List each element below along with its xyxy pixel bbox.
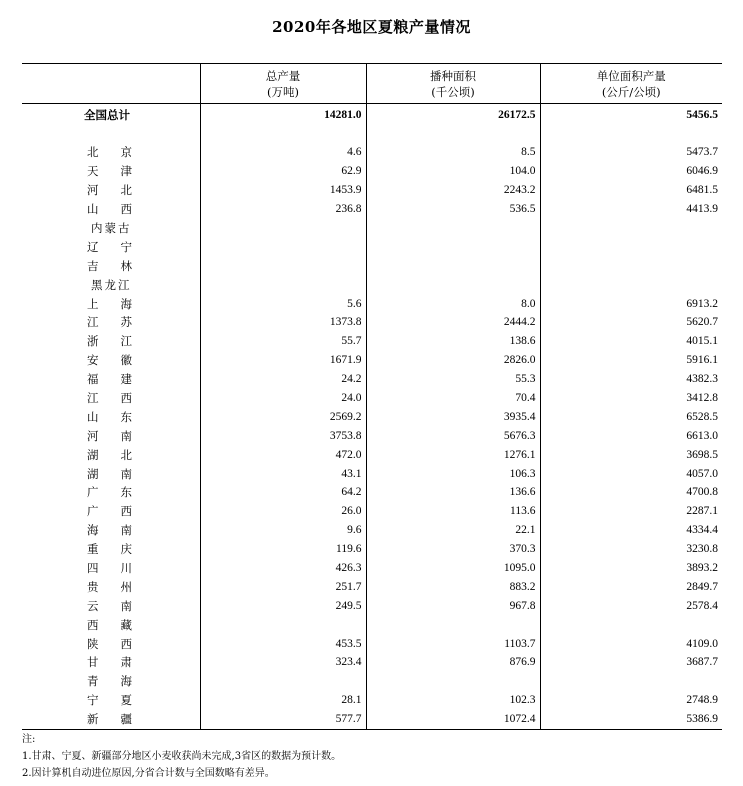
header-output	[200, 64, 366, 104]
output-cell: 3753.8	[200, 426, 366, 445]
region-name: 浙江	[87, 334, 154, 349]
region-cell	[22, 691, 200, 710]
yield-cell: 6913.2	[540, 294, 722, 313]
output-cell: 28.1	[200, 691, 366, 710]
region-name: 黑龙江	[91, 277, 132, 292]
total-label: 全国总计	[84, 108, 130, 122]
region-cell	[22, 653, 200, 672]
header-output-label: 总产量	[265, 68, 301, 83]
table-row	[22, 200, 722, 219]
region-name: 辽宁	[87, 239, 154, 254]
table-row	[22, 521, 722, 540]
total-yield: 5456.5	[540, 104, 722, 127]
output-cell: 249.5	[200, 596, 366, 615]
region-name: 山西	[87, 202, 154, 217]
region-name: 重庆	[87, 542, 154, 557]
region-name: 江西	[87, 391, 154, 406]
yield-cell	[540, 256, 722, 275]
table-row	[22, 559, 722, 578]
region-cell	[22, 181, 200, 200]
total-area: 26172.5	[366, 104, 540, 127]
output-cell: 4.6	[200, 143, 366, 162]
yield-cell: 3698.5	[540, 445, 722, 464]
output-cell: 9.6	[200, 521, 366, 540]
region-cell	[22, 483, 200, 502]
region-name: 陕西	[87, 636, 154, 651]
table-row	[22, 294, 722, 313]
total-row	[22, 104, 722, 127]
region-cell	[22, 407, 200, 426]
area-cell: 113.6	[366, 502, 540, 521]
area-cell: 1276.1	[366, 445, 540, 464]
area-cell: 2444.2	[366, 313, 540, 332]
yield-cell: 2849.7	[540, 577, 722, 596]
header-area-label: 播种面积	[430, 68, 476, 83]
yield-cell: 4057.0	[540, 464, 722, 483]
area-cell: 22.1	[366, 521, 540, 540]
region-cell	[22, 162, 200, 181]
output-cell	[200, 615, 366, 634]
region-cell	[22, 559, 200, 578]
region-cell	[22, 237, 200, 256]
area-cell: 876.9	[366, 653, 540, 672]
output-cell: 472.0	[200, 445, 366, 464]
header-area-unit: (千公顷)	[431, 84, 475, 99]
yield-cell: 3230.8	[540, 540, 722, 559]
yield-cell: 4413.9	[540, 200, 722, 219]
table-row	[22, 426, 722, 445]
output-cell: 577.7	[200, 710, 366, 729]
table-row	[22, 237, 722, 256]
region-name: 福建	[87, 372, 154, 387]
table-row	[22, 351, 722, 370]
header-row	[22, 64, 722, 104]
table-row	[22, 181, 722, 200]
region-cell	[22, 256, 200, 275]
area-cell: 104.0	[366, 162, 540, 181]
output-cell: 26.0	[200, 502, 366, 521]
region-name: 新疆	[87, 712, 154, 727]
yield-cell	[540, 237, 722, 256]
area-cell: 55.3	[366, 370, 540, 389]
yield-cell: 6613.0	[540, 426, 722, 445]
area-cell: 70.4	[366, 389, 540, 408]
region-name: 北京	[87, 145, 154, 160]
yield-cell: 3687.7	[540, 653, 722, 672]
area-cell: 1072.4	[366, 710, 540, 729]
output-cell: 1671.9	[200, 351, 366, 370]
region-name: 广西	[87, 504, 154, 519]
table-row	[22, 407, 722, 426]
area-cell: 1103.7	[366, 634, 540, 653]
header-area	[366, 64, 540, 104]
area-cell	[366, 672, 540, 691]
table-row	[22, 483, 722, 502]
output-cell: 323.4	[200, 653, 366, 672]
region-name: 四川	[87, 561, 154, 576]
output-cell	[200, 672, 366, 691]
output-cell: 453.5	[200, 634, 366, 653]
yield-cell: 5916.1	[540, 351, 722, 370]
area-cell: 2243.2	[366, 181, 540, 200]
region-name: 上海	[87, 296, 154, 311]
notes-heading: 注:	[22, 734, 36, 745]
output-cell: 1453.9	[200, 181, 366, 200]
region-cell	[22, 143, 200, 162]
yield-cell: 4109.0	[540, 634, 722, 653]
region-cell	[22, 332, 200, 351]
region-name: 云南	[87, 598, 154, 613]
table-row	[22, 256, 722, 275]
header-output-unit: (万吨)	[267, 84, 299, 99]
area-cell	[366, 256, 540, 275]
summer-grain-table	[22, 63, 722, 730]
yield-cell: 4382.3	[540, 370, 722, 389]
output-cell: 251.7	[200, 577, 366, 596]
region-cell	[22, 615, 200, 634]
region-name: 湖北	[87, 447, 154, 462]
table-row	[22, 162, 722, 181]
region-cell	[22, 672, 200, 691]
total-output: 14281.0	[200, 104, 366, 127]
region-name: 甘肃	[87, 655, 154, 670]
region-name: 内蒙古	[91, 221, 132, 235]
area-cell: 1095.0	[366, 559, 540, 578]
note-2: 2.因计算机自动进位原因,分省合计数与全国数略有差异。	[22, 768, 275, 779]
region-cell	[22, 445, 200, 464]
area-cell: 883.2	[366, 577, 540, 596]
region-cell	[22, 219, 200, 238]
area-cell: 138.6	[366, 332, 540, 351]
table-row	[22, 540, 722, 559]
yield-cell: 4334.4	[540, 521, 722, 540]
header-region	[22, 64, 200, 104]
yield-cell: 6528.5	[540, 407, 722, 426]
region-name: 广东	[87, 485, 154, 500]
area-cell: 8.0	[366, 294, 540, 313]
header-yield-label: 单位面积产量	[596, 68, 666, 83]
output-cell: 2569.2	[200, 407, 366, 426]
area-cell: 8.5	[366, 143, 540, 162]
region-cell	[22, 502, 200, 521]
area-cell: 967.8	[366, 596, 540, 615]
area-cell: 5676.3	[366, 426, 540, 445]
region-name: 青海	[87, 674, 154, 689]
region-cell	[22, 294, 200, 313]
table-row	[22, 219, 722, 238]
table-row	[22, 332, 722, 351]
area-cell	[366, 275, 540, 294]
footnotes	[22, 731, 341, 782]
table-row	[22, 710, 722, 729]
table-row	[22, 691, 722, 710]
region-cell	[22, 426, 200, 445]
output-cell: 24.2	[200, 370, 366, 389]
output-cell: 426.3	[200, 559, 366, 578]
area-cell	[366, 615, 540, 634]
area-cell: 370.3	[366, 540, 540, 559]
region-name: 海南	[87, 523, 154, 538]
yield-cell: 3893.2	[540, 559, 722, 578]
table-row	[22, 502, 722, 521]
output-cell: 24.0	[200, 389, 366, 408]
region-cell	[22, 200, 200, 219]
output-cell: 236.8	[200, 200, 366, 219]
yield-cell: 2748.9	[540, 691, 722, 710]
yield-cell: 5386.9	[540, 710, 722, 729]
table-row	[22, 653, 722, 672]
note-1: 1.甘肃、宁夏、新疆部分地区小麦收获尚未完成,3省区的数据为预计数。	[22, 751, 342, 762]
output-cell: 62.9	[200, 162, 366, 181]
region-name: 宁夏	[87, 693, 154, 708]
region-name: 天津	[87, 164, 154, 179]
output-cell: 64.2	[200, 483, 366, 502]
table-title: 2020年各地区夏粮产量情况	[272, 18, 471, 36]
yield-cell	[540, 275, 722, 294]
table-row	[22, 615, 722, 634]
region-cell	[22, 464, 200, 483]
region-name: 山东	[87, 409, 154, 424]
table-row	[22, 370, 722, 389]
region-name: 安徽	[87, 353, 154, 368]
output-cell: 119.6	[200, 540, 366, 559]
region-name: 河北	[87, 183, 154, 198]
yield-cell: 5473.7	[540, 143, 722, 162]
region-name: 吉林	[87, 258, 154, 273]
table-row	[22, 634, 722, 653]
area-cell: 536.5	[366, 200, 540, 219]
table-row	[22, 464, 722, 483]
region-cell	[22, 521, 200, 540]
yield-cell: 4700.8	[540, 483, 722, 502]
output-cell	[200, 256, 366, 275]
output-cell	[200, 237, 366, 256]
area-cell: 102.3	[366, 691, 540, 710]
table-row	[22, 672, 722, 691]
region-cell	[22, 313, 200, 332]
table-row	[22, 596, 722, 615]
region-cell	[22, 577, 200, 596]
region-cell	[22, 634, 200, 653]
region-cell	[22, 710, 200, 729]
yield-cell	[540, 615, 722, 634]
region-name: 河南	[87, 428, 154, 443]
yield-cell: 3412.8	[540, 389, 722, 408]
header-yield-unit: (公斤/公顷)	[601, 84, 661, 99]
table-row	[22, 445, 722, 464]
yield-cell: 6481.5	[540, 181, 722, 200]
region-cell	[22, 540, 200, 559]
area-cell	[366, 237, 540, 256]
area-cell: 2826.0	[366, 351, 540, 370]
table-row	[22, 577, 722, 596]
table-row	[22, 275, 722, 294]
spacer-row	[22, 126, 722, 143]
table-row	[22, 313, 722, 332]
region-cell	[22, 275, 200, 294]
area-cell: 136.6	[366, 483, 540, 502]
table-row	[22, 143, 722, 162]
header-yield	[540, 64, 722, 104]
region-name: 西藏	[87, 617, 154, 632]
output-cell: 55.7	[200, 332, 366, 351]
region-cell	[22, 596, 200, 615]
region-name: 湖南	[87, 466, 154, 481]
output-cell: 1373.8	[200, 313, 366, 332]
region-cell	[22, 351, 200, 370]
yield-cell: 5620.7	[540, 313, 722, 332]
area-cell: 3935.4	[366, 407, 540, 426]
yield-cell	[540, 672, 722, 691]
yield-cell	[540, 219, 722, 238]
yield-cell: 4015.1	[540, 332, 722, 351]
output-cell	[200, 275, 366, 294]
area-cell: 106.3	[366, 464, 540, 483]
output-cell: 5.6	[200, 294, 366, 313]
table-row	[22, 389, 722, 408]
output-cell: 43.1	[200, 464, 366, 483]
yield-cell: 2578.4	[540, 596, 722, 615]
region-cell	[22, 370, 200, 389]
region-name: 贵州	[87, 579, 154, 594]
region-cell	[22, 389, 200, 408]
region-name: 江苏	[87, 315, 154, 330]
yield-cell: 6046.9	[540, 162, 722, 181]
output-cell	[200, 219, 366, 238]
yield-cell: 2287.1	[540, 502, 722, 521]
area-cell	[366, 219, 540, 238]
